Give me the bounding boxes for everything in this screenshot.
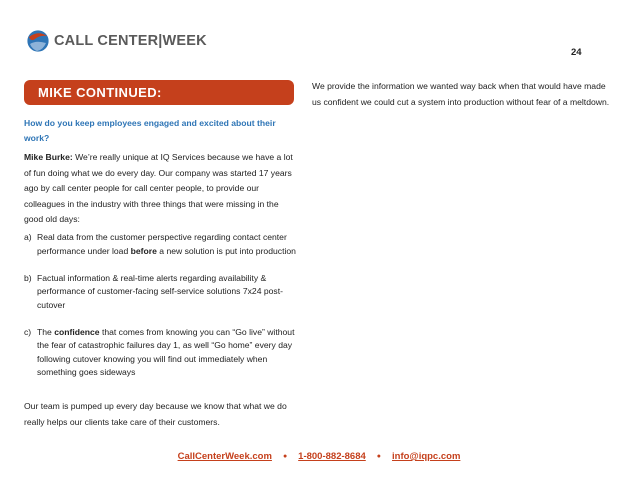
section-banner — [24, 80, 294, 105]
footer-website-link[interactable]: CallCenterWeek.com — [177, 451, 272, 462]
list-item — [24, 231, 296, 258]
right-column-text: We provide the information we wanted way back when that would have made us confident we could cut a system into production without fear of a meltdown. — [312, 81, 610, 107]
globe-logo-icon — [26, 29, 50, 53]
list-marker: b) — [24, 272, 32, 283]
call-center-week-logo — [26, 28, 207, 54]
speaker-name: Mike Burke: — [24, 152, 73, 162]
footer-email-link[interactable]: info@iqpc.com — [392, 451, 461, 462]
interview-question: How do you keep employees engaged and excited about their work? — [24, 118, 276, 143]
list-item-text: Factual information & real-time alerts regarding availability & performance of customer-facing self-service solutions 7x24 post-cutover — [37, 272, 283, 310]
benefits-list — [24, 231, 296, 393]
section-banner-title: MIKE CONTINUED: — [38, 85, 162, 100]
list-item — [24, 272, 296, 313]
closing-paragraph: Our team is pumped up every day because we know that what we do really helps our clients take care of their customers. — [24, 401, 287, 427]
footer-phone-link[interactable]: 1-800-882-8684 — [298, 451, 366, 462]
footer-separator: ● — [282, 453, 288, 460]
list-marker: c) — [24, 326, 32, 337]
list-item — [24, 326, 296, 380]
list-item-text: Real data from the customer perspective regarding contact center performance under load before a new solution is put into production — [37, 232, 296, 256]
list-marker: a) — [24, 232, 32, 242]
logo-wordmark: CALL CENTER|WEEK — [54, 33, 207, 49]
interview-answer — [24, 150, 296, 228]
footer-separator: ● — [376, 453, 382, 460]
answer-text: We’re really unique at IQ Services because we have a lot of fun doing what we do every day. Our company was started 17 years ago by call center people for call center people, to provide our colleagues in the industry with three things that were missing in the good old days: — [24, 152, 293, 225]
page-number: 24 — [571, 47, 582, 58]
footer-contact — [0, 451, 638, 462]
list-item-text: The confidence that comes from knowing you can “Go live” without the fear of catastrophic failures day 1, as well “Go home” every day following cutover knowing you will find out immediately when something goes sideways — [37, 326, 295, 377]
